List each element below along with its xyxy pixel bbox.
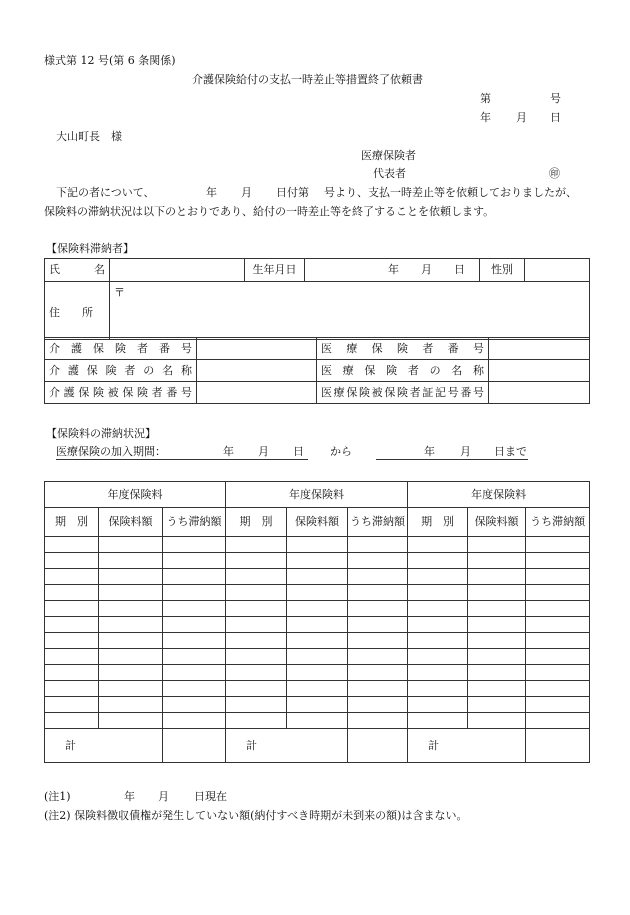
- premium-cell[interactable]: [287, 585, 348, 601]
- premium-cell[interactable]: [408, 553, 468, 569]
- med-insurer-no-field[interactable]: [489, 338, 590, 360]
- premium-cell[interactable]: [408, 713, 468, 729]
- premium-cell[interactable]: [163, 633, 226, 649]
- premium-cell[interactable]: [408, 633, 468, 649]
- premium-cell[interactable]: [468, 553, 526, 569]
- premium-cell[interactable]: [226, 553, 287, 569]
- premium-cell[interactable]: [163, 601, 226, 617]
- period-from-month: 月: [258, 445, 269, 458]
- number-go: 号: [550, 92, 561, 105]
- premium-cell[interactable]: [99, 697, 163, 713]
- premium-cell[interactable]: [226, 665, 287, 681]
- total-cell[interactable]: [163, 729, 226, 763]
- body-line1-rest: 号より、支払一時差止等を依頼しておりましたが、: [324, 186, 577, 199]
- premium-cell[interactable]: [468, 601, 526, 617]
- premium-rows: [45, 537, 590, 729]
- table-row: [45, 633, 590, 649]
- form-id: 様式第 12 号(第 6 条関係): [44, 54, 176, 67]
- ltc-insurer-no-field[interactable]: [197, 338, 317, 360]
- premium-cell[interactable]: [287, 697, 348, 713]
- period-from: から: [330, 445, 352, 458]
- premium-cell[interactable]: [468, 633, 526, 649]
- premium-cell[interactable]: [526, 601, 590, 617]
- sender-rep: 代表者: [373, 167, 406, 180]
- premium-cell[interactable]: [226, 681, 287, 697]
- premium-cell[interactable]: [526, 553, 590, 569]
- premium-cell[interactable]: [287, 665, 348, 681]
- premium-cell[interactable]: [99, 569, 163, 585]
- med-insurer-name-label: 医療保険者の名称: [317, 360, 489, 382]
- premium-cell[interactable]: [468, 713, 526, 729]
- premium-cell[interactable]: [226, 617, 287, 633]
- premium-cell[interactable]: [163, 681, 226, 697]
- note1-year: 年: [124, 790, 135, 803]
- premium-cell[interactable]: [348, 617, 408, 633]
- premium-cell[interactable]: [226, 537, 287, 553]
- premium-cell[interactable]: [99, 537, 163, 553]
- period-label: 医療保険の加入期間：: [56, 445, 308, 460]
- col-amount: 保険料額: [287, 508, 348, 537]
- postal-mark: 〒: [114, 286, 125, 299]
- col-amount: 保険料額: [468, 508, 526, 537]
- premium-cell[interactable]: [348, 649, 408, 665]
- premium-cell[interactable]: [45, 713, 99, 729]
- premium-cell[interactable]: [526, 537, 590, 553]
- table-row: [45, 713, 590, 729]
- table-row: [45, 601, 590, 617]
- seal-mark: ㊞: [549, 167, 560, 180]
- premium-cell[interactable]: [468, 617, 526, 633]
- premium-cell[interactable]: [468, 697, 526, 713]
- note1-label: (注1): [44, 790, 71, 803]
- col-amount: 保険料額: [99, 508, 163, 537]
- period-from-day: 日: [293, 445, 304, 458]
- premium-cell[interactable]: [226, 569, 287, 585]
- birth-label: 生年月日: [245, 259, 305, 282]
- premium-cell[interactable]: [468, 665, 526, 681]
- period-to-until: 日まで: [494, 445, 527, 458]
- premium-cell[interactable]: [287, 569, 348, 585]
- premium-cell[interactable]: [226, 697, 287, 713]
- ltc-insurer-name-field[interactable]: [197, 360, 317, 382]
- date-year: 年: [480, 111, 491, 124]
- sender-org: 医療保険者: [361, 149, 416, 162]
- premium-cell[interactable]: [348, 697, 408, 713]
- premium-table: [44, 481, 590, 763]
- premium-cell[interactable]: [163, 617, 226, 633]
- premium-cell[interactable]: [226, 585, 287, 601]
- col-period: 期 別: [45, 508, 99, 537]
- premium-cell[interactable]: [348, 601, 408, 617]
- premium-cell[interactable]: [163, 553, 226, 569]
- body-line1-a: 下記の者について、: [56, 186, 155, 199]
- premium-cell[interactable]: [45, 617, 99, 633]
- col-arrears: うち滞納額: [163, 508, 226, 537]
- premium-cell[interactable]: [163, 569, 226, 585]
- premium-cell[interactable]: [287, 649, 348, 665]
- note2: (注2) 保険料徴収債権が発生していない額(納付すべき時期が未到来の額)は含まない。: [44, 809, 468, 822]
- premium-cell[interactable]: [287, 617, 348, 633]
- total-label-2: 計: [226, 729, 348, 763]
- premium-cell[interactable]: [287, 681, 348, 697]
- premium-cell[interactable]: [468, 585, 526, 601]
- premium-cell[interactable]: [45, 601, 99, 617]
- date-day: 日: [550, 111, 561, 124]
- body-line1-month: 月: [241, 186, 252, 199]
- period-to-year: 年: [424, 445, 435, 458]
- premium-cell[interactable]: [99, 617, 163, 633]
- premium-cell[interactable]: [526, 697, 590, 713]
- body-line2: 保険料の滞納状況は以下のとおりであり、給付の一時差止等を終了することを依頼します。: [44, 205, 495, 218]
- total-label-1: 計: [45, 729, 163, 763]
- date-month: 月: [516, 111, 527, 124]
- sex-field[interactable]: [525, 259, 590, 282]
- address-field[interactable]: [110, 282, 590, 340]
- premium-cell[interactable]: [526, 649, 590, 665]
- ltc-insurer-name-label: 介護保険者の名称: [45, 360, 197, 382]
- premium-cell[interactable]: [408, 697, 468, 713]
- premium-cell[interactable]: [348, 681, 408, 697]
- premium-cell[interactable]: [287, 601, 348, 617]
- premium-cell[interactable]: [99, 681, 163, 697]
- col-period: 期 別: [226, 508, 287, 537]
- section-status-title: 【保険料の滞納状況】: [46, 427, 156, 440]
- premium-cell[interactable]: [526, 681, 590, 697]
- page-title: 介護保険給付の支払一時差止等措置終了依頼書: [192, 73, 423, 86]
- premium-cell[interactable]: [526, 569, 590, 585]
- birth-field[interactable]: 年 月 日: [305, 259, 480, 282]
- section-delinquent-title: 【保険料滞納者】: [46, 242, 134, 255]
- premium-cell[interactable]: [226, 713, 287, 729]
- premium-cell[interactable]: [348, 665, 408, 681]
- sex-label: 性別: [480, 259, 525, 282]
- premium-cell[interactable]: [99, 585, 163, 601]
- premium-cell[interactable]: [408, 649, 468, 665]
- premium-cell[interactable]: [99, 633, 163, 649]
- premium-cell[interactable]: [287, 537, 348, 553]
- premium-cell[interactable]: [99, 601, 163, 617]
- premium-cell[interactable]: [408, 585, 468, 601]
- premium-cell[interactable]: [408, 601, 468, 617]
- premium-cell[interactable]: [45, 553, 99, 569]
- premium-cell[interactable]: [408, 665, 468, 681]
- premium-cell[interactable]: [163, 697, 226, 713]
- premium-cell[interactable]: [468, 537, 526, 553]
- table-row: [45, 537, 590, 553]
- premium-cell[interactable]: [45, 665, 99, 681]
- premium-cell[interactable]: [163, 665, 226, 681]
- premium-cell[interactable]: [45, 585, 99, 601]
- premium-cell[interactable]: [99, 649, 163, 665]
- premium-cell[interactable]: [163, 649, 226, 665]
- premium-cell[interactable]: [526, 585, 590, 601]
- premium-cell[interactable]: [526, 633, 590, 649]
- premium-cell[interactable]: [348, 569, 408, 585]
- premium-cell[interactable]: [163, 585, 226, 601]
- premium-cell[interactable]: [408, 569, 468, 585]
- premium-cell[interactable]: [348, 537, 408, 553]
- premium-cell[interactable]: [287, 633, 348, 649]
- table-row: [45, 697, 590, 713]
- ltc-insured-no-field[interactable]: [197, 382, 317, 404]
- premium-cell[interactable]: [226, 633, 287, 649]
- group-header-2: 年度保険料: [226, 482, 408, 508]
- premium-cell[interactable]: [226, 601, 287, 617]
- premium-cell[interactable]: [45, 633, 99, 649]
- premium-cell[interactable]: [45, 649, 99, 665]
- premium-cell[interactable]: [348, 585, 408, 601]
- med-insured-no-field[interactable]: [489, 382, 590, 404]
- table-row: [45, 665, 590, 681]
- med-insurer-no-label: 医療保険者番号: [317, 338, 489, 360]
- premium-cell[interactable]: [408, 537, 468, 553]
- med-insurer-name-field[interactable]: [489, 360, 590, 382]
- premium-cell[interactable]: [468, 569, 526, 585]
- premium-cell[interactable]: [408, 681, 468, 697]
- premium-cell[interactable]: [287, 553, 348, 569]
- premium-cell[interactable]: [45, 537, 99, 553]
- premium-cell[interactable]: [226, 649, 287, 665]
- premium-cell[interactable]: [45, 569, 99, 585]
- table-row: [45, 553, 590, 569]
- premium-cell[interactable]: [408, 617, 468, 633]
- premium-cell[interactable]: [526, 617, 590, 633]
- premium-cell[interactable]: [526, 665, 590, 681]
- premium-cell[interactable]: [163, 537, 226, 553]
- name-field[interactable]: [110, 259, 245, 282]
- address-label: 住 所: [45, 282, 110, 340]
- premium-cell[interactable]: [45, 681, 99, 697]
- group-header-1: 年度保険料: [45, 482, 226, 508]
- premium-cell[interactable]: [287, 713, 348, 729]
- insurer-table: [44, 337, 590, 404]
- med-insured-no-label: 医療保険被保険者証記号番号: [317, 382, 489, 404]
- premium-cell[interactable]: [99, 665, 163, 681]
- table-row: [45, 617, 590, 633]
- note1-month: 月: [158, 790, 169, 803]
- total-label-3: 計: [408, 729, 526, 763]
- col-arrears: うち滞納額: [526, 508, 590, 537]
- premium-cell[interactable]: [163, 713, 226, 729]
- premium-cell[interactable]: [99, 713, 163, 729]
- premium-cell[interactable]: [468, 649, 526, 665]
- table-row: [45, 569, 590, 585]
- total-cell[interactable]: [348, 729, 408, 763]
- body-line1-year: 年: [206, 186, 217, 199]
- group-header-3: 年度保険料: [408, 482, 590, 508]
- table-row: [45, 585, 590, 601]
- ltc-insured-no-label: 介護保険被保険者番号: [45, 382, 197, 404]
- name-label: 氏 名: [45, 259, 110, 282]
- premium-cell[interactable]: [526, 713, 590, 729]
- premium-cell[interactable]: [45, 697, 99, 713]
- table-row: [45, 649, 590, 665]
- table-row: [45, 681, 590, 697]
- period-to-month: 月: [460, 445, 471, 458]
- delinquent-person-table: [44, 258, 590, 340]
- premium-cell[interactable]: [468, 681, 526, 697]
- premium-cell[interactable]: [348, 633, 408, 649]
- total-cell[interactable]: [526, 729, 590, 763]
- premium-cell[interactable]: [348, 553, 408, 569]
- col-arrears: うち滞納額: [348, 508, 408, 537]
- ltc-insurer-no-label: 介護保険者番号: [45, 338, 197, 360]
- premium-cell[interactable]: [99, 553, 163, 569]
- addressee: 大山町長 様: [56, 130, 122, 143]
- premium-cell[interactable]: [348, 713, 408, 729]
- number-dai: 第: [480, 92, 491, 105]
- col-period: 期 別: [408, 508, 468, 537]
- body-line1-day: 日付第: [276, 186, 309, 199]
- note1-day: 日現在: [194, 790, 227, 803]
- period-from-year: 年: [223, 445, 234, 458]
